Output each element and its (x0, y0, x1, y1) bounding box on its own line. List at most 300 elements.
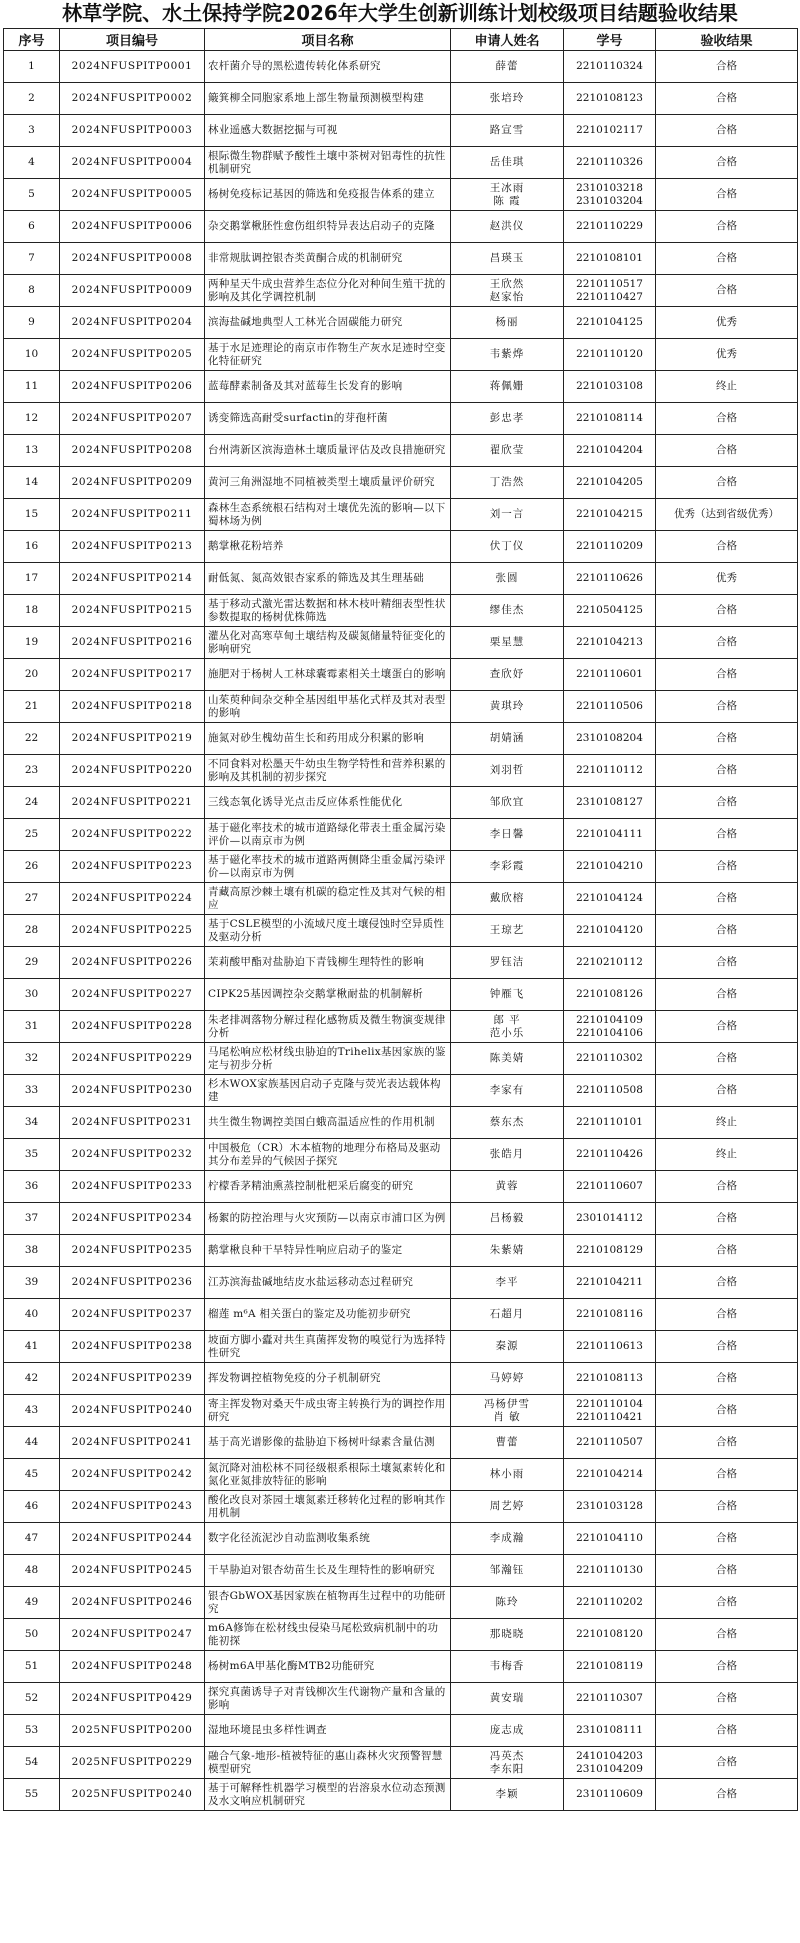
project-code: 2024NFUSPITP0215 (60, 595, 205, 627)
results-table (3, 28, 798, 1811)
project-name: 探究真菌诱导子对青钱柳次生代谢物产量和含量的影响 (205, 1683, 451, 1715)
applicant-name: 蔡东杰 (451, 1107, 564, 1139)
project-code: 2024NFUSPITP0206 (60, 371, 205, 403)
project-code: 2024NFUSPITP0237 (60, 1299, 205, 1331)
table-row (4, 851, 798, 883)
project-name: 黄河三角洲湿地不同植被类型土壤质量评价研究 (205, 467, 451, 499)
table-row (4, 1075, 798, 1107)
project-code: 2024NFUSPITP0205 (60, 339, 205, 371)
project-code: 2024NFUSPITP0231 (60, 1107, 205, 1139)
applicant-name: 陈美婧 (451, 1043, 564, 1075)
acceptance-result: 合格 (656, 243, 798, 275)
student-id: 2210110613 (564, 1331, 656, 1363)
row-number: 34 (4, 1107, 60, 1139)
project-code: 2024NFUSPITP0245 (60, 1555, 205, 1587)
project-name: 寄主挥发物对桑天牛成虫寄主转换行为的调控作用研究 (205, 1395, 451, 1427)
applicant-name: 邹瀚钰 (451, 1555, 564, 1587)
project-code: 2024NFUSPITP0204 (60, 307, 205, 339)
project-name: 施氮对砂生槐幼苗生长和药用成分积累的影响 (205, 723, 451, 755)
acceptance-result: 合格 (656, 947, 798, 979)
project-code: 2024NFUSPITP0220 (60, 755, 205, 787)
project-name: 湿地环境昆虫多样性调查 (205, 1715, 451, 1747)
acceptance-result: 优秀（达到省级优秀） (656, 499, 798, 531)
table-row (4, 1747, 798, 1779)
table-row (4, 755, 798, 787)
row-number: 10 (4, 339, 60, 371)
project-name: 中国极危（CR）木本植物的地理分布格局及驱动其分布差异的气候因子探究 (205, 1139, 451, 1171)
acceptance-result: 合格 (656, 1459, 798, 1491)
project-code: 2024NFUSPITP0006 (60, 211, 205, 243)
table-row (4, 723, 798, 755)
row-number: 43 (4, 1395, 60, 1427)
student-id: 2210108126 (564, 979, 656, 1011)
row-number: 21 (4, 691, 60, 723)
project-name: 数字化径流泥沙自动监测收集系统 (205, 1523, 451, 1555)
project-name: 银杏GbWOX基因家族在植物再生过程中的功能研究 (205, 1587, 451, 1619)
project-name: 鹅掌楸花粉培养 (205, 531, 451, 563)
student-id: 2410104203 2310104209 (564, 1747, 656, 1779)
project-code: 2024NFUSPITP0005 (60, 179, 205, 211)
row-number: 4 (4, 147, 60, 179)
acceptance-result: 合格 (656, 1587, 798, 1619)
applicant-name: 路宣雪 (451, 115, 564, 147)
acceptance-result: 合格 (656, 1683, 798, 1715)
table-row (4, 1203, 798, 1235)
student-id: 2210504125 (564, 595, 656, 627)
table-row (4, 435, 798, 467)
acceptance-result: 合格 (656, 1491, 798, 1523)
project-name: 滨海盐碱地典型人工林光合固碳能力研究 (205, 307, 451, 339)
row-number: 52 (4, 1683, 60, 1715)
table-row (4, 1619, 798, 1651)
applicant-name: 伏丁仪 (451, 531, 564, 563)
project-code: 2024NFUSPITP0217 (60, 659, 205, 691)
applicant-name: 王冰雨 陈 霞 (451, 179, 564, 211)
table-row (4, 595, 798, 627)
acceptance-result: 合格 (656, 627, 798, 659)
table-row (4, 947, 798, 979)
row-number: 2 (4, 83, 60, 115)
acceptance-result: 优秀 (656, 339, 798, 371)
row-number: 7 (4, 243, 60, 275)
project-name: 三线态氧化诱导光点击反应体系性能优化 (205, 787, 451, 819)
table-row (4, 1235, 798, 1267)
table-row (4, 915, 798, 947)
student-id: 2210108129 (564, 1235, 656, 1267)
project-name: 江苏滨海盐碱地结皮水盐运移动态过程研究 (205, 1267, 451, 1299)
row-number: 26 (4, 851, 60, 883)
project-name: 簸箕柳全同胞家系地上部生物量预测模型构建 (205, 83, 451, 115)
applicant-name: 李颖 (451, 1779, 564, 1811)
table-row (4, 1267, 798, 1299)
acceptance-result: 合格 (656, 1619, 798, 1651)
applicant-name: 石超月 (451, 1299, 564, 1331)
applicant-name: 韦梅香 (451, 1651, 564, 1683)
project-code: 2024NFUSPITP0228 (60, 1011, 205, 1043)
applicant-name: 李成瀚 (451, 1523, 564, 1555)
project-code: 2025NFUSPITP0229 (60, 1747, 205, 1779)
project-name: 融合气象-地形-植被特征的惠山森林火灾预警智慧模型研究 (205, 1747, 451, 1779)
student-id: 2210104210 (564, 851, 656, 883)
applicant-name: 赵洪仪 (451, 211, 564, 243)
table-row (4, 1331, 798, 1363)
row-number: 37 (4, 1203, 60, 1235)
row-number: 30 (4, 979, 60, 1011)
project-name: 台州湾新区滨海造林土壤质量评估及改良措施研究 (205, 435, 451, 467)
acceptance-result: 合格 (656, 1747, 798, 1779)
student-id: 2310103218 2310103204 (564, 179, 656, 211)
student-id: 2310108111 (564, 1715, 656, 1747)
row-number: 33 (4, 1075, 60, 1107)
project-name: 干旱胁迫对银杏幼苗生长及生理特性的影响研究 (205, 1555, 451, 1587)
student-id: 2210108119 (564, 1651, 656, 1683)
applicant-name: 马婷婷 (451, 1363, 564, 1395)
project-name: 青藏高原沙棘土壤有机碳的稳定性及其对气候的相应 (205, 883, 451, 915)
table-row (4, 1459, 798, 1491)
student-id: 2210110508 (564, 1075, 656, 1107)
table-row (4, 1523, 798, 1555)
project-name: 不同食料对松墨天牛幼虫生物学特性和营养积累的影响及其机制的初步探究 (205, 755, 451, 787)
table-row (4, 1139, 798, 1171)
student-id: 2210210112 (564, 947, 656, 979)
project-code: 2024NFUSPITP0214 (60, 563, 205, 595)
project-code: 2024NFUSPITP0208 (60, 435, 205, 467)
row-number: 25 (4, 819, 60, 851)
project-name: 耐低氮、氮高效银杏家系的筛选及其生理基础 (205, 563, 451, 595)
row-number: 20 (4, 659, 60, 691)
row-number: 47 (4, 1523, 60, 1555)
acceptance-result: 合格 (656, 755, 798, 787)
project-name: 榴莲 m⁶A 相关蛋白的鉴定及功能初步研究 (205, 1299, 451, 1331)
project-code: 2025NFUSPITP0240 (60, 1779, 205, 1811)
project-code: 2024NFUSPITP0235 (60, 1235, 205, 1267)
acceptance-result: 合格 (656, 1427, 798, 1459)
table-row (4, 51, 798, 83)
table-row (4, 115, 798, 147)
project-code: 2025NFUSPITP0200 (60, 1715, 205, 1747)
project-name: 基于高光谱影像的盐胁迫下杨树叶绿素含量估测 (205, 1427, 451, 1459)
table-row (4, 1555, 798, 1587)
applicant-name: 韦紫烨 (451, 339, 564, 371)
table-row (4, 1171, 798, 1203)
acceptance-result: 合格 (656, 275, 798, 307)
applicant-name: 张皓月 (451, 1139, 564, 1171)
row-number: 8 (4, 275, 60, 307)
table-row (4, 339, 798, 371)
project-name: 氮沉降对油松林不同径级根系根际土壤氮素转化和氮化亚氮排放特征的影响 (205, 1459, 451, 1491)
table-row (4, 211, 798, 243)
applicant-name: 冯英杰 李东阳 (451, 1747, 564, 1779)
student-id: 2210103108 (564, 371, 656, 403)
student-id: 2310108127 (564, 787, 656, 819)
acceptance-result: 合格 (656, 659, 798, 691)
project-code: 2024NFUSPITP0001 (60, 51, 205, 83)
applicant-name: 李彩霞 (451, 851, 564, 883)
project-name: 根际微生物群赋予酸性土壤中茶树对铝毒性的抗性机制研究 (205, 147, 451, 179)
student-id: 2210104204 (564, 435, 656, 467)
applicant-name: 那晓晓 (451, 1619, 564, 1651)
table-row (4, 1363, 798, 1395)
acceptance-result: 合格 (656, 1523, 798, 1555)
student-id: 2210104215 (564, 499, 656, 531)
student-id: 2210104214 (564, 1459, 656, 1491)
project-code: 2024NFUSPITP0225 (60, 915, 205, 947)
table-row (4, 819, 798, 851)
project-name: m6A修饰在松材线虫侵染马尾松致病机制中的功能初探 (205, 1619, 451, 1651)
applicant-name: 丁浩然 (451, 467, 564, 499)
project-name: 杨树免疫标记基因的筛选和免疫报告体系的建立 (205, 179, 451, 211)
acceptance-result: 合格 (656, 1331, 798, 1363)
header-name: 项目名称 (205, 29, 451, 51)
student-id: 2210110506 (564, 691, 656, 723)
project-code: 2024NFUSPITP0004 (60, 147, 205, 179)
student-id: 2301014112 (564, 1203, 656, 1235)
row-number: 16 (4, 531, 60, 563)
student-id: 2210104111 (564, 819, 656, 851)
table-row (4, 1715, 798, 1747)
student-id: 2210110130 (564, 1555, 656, 1587)
project-code: 2024NFUSPITP0246 (60, 1587, 205, 1619)
table-row (4, 179, 798, 211)
project-code: 2024NFUSPITP0240 (60, 1395, 205, 1427)
applicant-name: 钟雁飞 (451, 979, 564, 1011)
acceptance-result: 合格 (656, 51, 798, 83)
project-code: 2024NFUSPITP0248 (60, 1651, 205, 1683)
project-name: 基于可解释性机器学习模型的岩溶泉水位动态预测及水文响应机制研究 (205, 1779, 451, 1811)
student-id: 2210104120 (564, 915, 656, 947)
applicant-name: 戴欣榕 (451, 883, 564, 915)
acceptance-result: 合格 (656, 819, 798, 851)
row-number: 51 (4, 1651, 60, 1683)
project-name: 施肥对于杨树人工林球囊霉素相关土壤蛋白的影响 (205, 659, 451, 691)
project-name: 杨絮的防控治理与火灾预防—以南京市浦口区为例 (205, 1203, 451, 1235)
project-name: 坡面方脚小蠹对共生真菌挥发物的嗅觉行为选择特性研究 (205, 1331, 451, 1363)
applicant-name: 邹欣宜 (451, 787, 564, 819)
acceptance-result: 合格 (656, 1011, 798, 1043)
project-code: 2024NFUSPITP0234 (60, 1203, 205, 1235)
row-number: 53 (4, 1715, 60, 1747)
applicant-name: 李平 (451, 1267, 564, 1299)
applicant-name: 蒋佩姗 (451, 371, 564, 403)
applicant-name: 查欣妤 (451, 659, 564, 691)
project-name: 柠檬香茅精油熏蒸控制枇杷采后腐变的研究 (205, 1171, 451, 1203)
project-code: 2024NFUSPITP0243 (60, 1491, 205, 1523)
project-name: 非常规肽调控银杏类黄酮合成的机制研究 (205, 243, 451, 275)
student-id: 2210110120 (564, 339, 656, 371)
acceptance-result: 终止 (656, 1107, 798, 1139)
project-code: 2024NFUSPITP0233 (60, 1171, 205, 1203)
project-code: 2024NFUSPITP0209 (60, 467, 205, 499)
student-id: 2210110112 (564, 755, 656, 787)
project-code: 2024NFUSPITP0232 (60, 1139, 205, 1171)
row-number: 28 (4, 915, 60, 947)
acceptance-result: 合格 (656, 1235, 798, 1267)
table-row (4, 1651, 798, 1683)
student-id: 2210108114 (564, 403, 656, 435)
student-id: 2310110609 (564, 1779, 656, 1811)
acceptance-result: 合格 (656, 147, 798, 179)
row-number: 12 (4, 403, 60, 435)
project-code: 2024NFUSPITP0242 (60, 1459, 205, 1491)
acceptance-result: 合格 (656, 211, 798, 243)
student-id: 2210110229 (564, 211, 656, 243)
applicant-name: 缪佳杰 (451, 595, 564, 627)
project-code: 2024NFUSPITP0221 (60, 787, 205, 819)
project-code: 2024NFUSPITP0223 (60, 851, 205, 883)
acceptance-result: 合格 (656, 1267, 798, 1299)
row-number: 19 (4, 627, 60, 659)
row-number: 15 (4, 499, 60, 531)
acceptance-result: 合格 (656, 595, 798, 627)
project-name: 杂交鹅掌楸胚性愈伤组织特异表达启动子的克隆 (205, 211, 451, 243)
acceptance-result: 合格 (656, 1043, 798, 1075)
table-row (4, 787, 798, 819)
row-number: 32 (4, 1043, 60, 1075)
student-id: 2210104110 (564, 1523, 656, 1555)
student-id: 2210110302 (564, 1043, 656, 1075)
table-row (4, 1683, 798, 1715)
table-row (4, 1107, 798, 1139)
student-id: 2210104124 (564, 883, 656, 915)
project-name: 挥发物调控植物免疫的分子机制研究 (205, 1363, 451, 1395)
project-name: 基于磁化率技术的城市道路两侧降尘重金属污染评价—以南京市为例 (205, 851, 451, 883)
project-code: 2024NFUSPITP0222 (60, 819, 205, 851)
project-name: 灌丛化对高寒草甸土壤结构及碳氮储量特征变化的影响研究 (205, 627, 451, 659)
student-id: 2210108123 (564, 83, 656, 115)
student-id: 2210108120 (564, 1619, 656, 1651)
project-name: 森林生态系统根石结构对土壤优先流的影响—以下蜀林场为例 (205, 499, 451, 531)
project-name: 基于磁化率技术的城市道路绿化带表土重金属污染评价—以南京市为例 (205, 819, 451, 851)
applicant-name: 黄安瑞 (451, 1683, 564, 1715)
student-id: 2210110507 (564, 1427, 656, 1459)
acceptance-result: 合格 (656, 1075, 798, 1107)
project-code: 2024NFUSPITP0218 (60, 691, 205, 723)
acceptance-result: 合格 (656, 723, 798, 755)
project-code: 2024NFUSPITP0429 (60, 1683, 205, 1715)
project-code: 2024NFUSPITP0003 (60, 115, 205, 147)
acceptance-result: 合格 (656, 1779, 798, 1811)
student-id: 2310103128 (564, 1491, 656, 1523)
applicant-name: 林小雨 (451, 1459, 564, 1491)
project-name: 蓝莓酵素制备及其对蓝莓生长发育的影响 (205, 371, 451, 403)
row-number: 48 (4, 1555, 60, 1587)
acceptance-result: 合格 (656, 851, 798, 883)
acceptance-result: 合格 (656, 1555, 798, 1587)
row-number: 49 (4, 1587, 60, 1619)
project-name: 基于CSLE模型的小流域尺度土壤侵蚀时空异质性及驱动分析 (205, 915, 451, 947)
acceptance-result: 合格 (656, 1363, 798, 1395)
acceptance-result: 合格 (656, 1715, 798, 1747)
row-number: 17 (4, 563, 60, 595)
applicant-name: 杨丽 (451, 307, 564, 339)
student-id: 2210108113 (564, 1363, 656, 1395)
student-id: 2210104213 (564, 627, 656, 659)
student-id: 2210102117 (564, 115, 656, 147)
table-row (4, 275, 798, 307)
project-code: 2024NFUSPITP0236 (60, 1267, 205, 1299)
student-id: 2210110607 (564, 1171, 656, 1203)
applicant-name: 陈玲 (451, 1587, 564, 1619)
header-row (4, 29, 798, 51)
student-id: 2210110326 (564, 147, 656, 179)
project-name: 诱变筛选高耐受surfactin的芽孢杆菌 (205, 403, 451, 435)
acceptance-result: 优秀 (656, 563, 798, 595)
student-id: 2310108204 (564, 723, 656, 755)
acceptance-result: 终止 (656, 371, 798, 403)
row-number: 22 (4, 723, 60, 755)
applicant-name: 刘一言 (451, 499, 564, 531)
applicant-name: 罗钰洁 (451, 947, 564, 979)
header-student-id: 学号 (564, 29, 656, 51)
table-row (4, 83, 798, 115)
acceptance-result: 优秀 (656, 307, 798, 339)
row-number: 27 (4, 883, 60, 915)
table-row (4, 147, 798, 179)
project-code: 2024NFUSPITP0239 (60, 1363, 205, 1395)
row-number: 13 (4, 435, 60, 467)
project-code: 2024NFUSPITP0008 (60, 243, 205, 275)
table-row (4, 1587, 798, 1619)
row-number: 9 (4, 307, 60, 339)
acceptance-result: 合格 (656, 1395, 798, 1427)
student-id: 2210110202 (564, 1587, 656, 1619)
student-id: 2210110104 2210110421 (564, 1395, 656, 1427)
project-code: 2024NFUSPITP0230 (60, 1075, 205, 1107)
project-name: 基于水足迹理论的南京市作物生产灰水足迹时空变化特征研究 (205, 339, 451, 371)
header-result: 验收结果 (656, 29, 798, 51)
project-name: 杉木WOX家族基因启动子克隆与荧光表达载体构建 (205, 1075, 451, 1107)
applicant-name: 曹蕾 (451, 1427, 564, 1459)
student-id: 2210110324 (564, 51, 656, 83)
project-name: 茉莉酸甲酯对盐胁迫下青钱柳生理特性的影响 (205, 947, 451, 979)
table-row (4, 1779, 798, 1811)
row-number: 11 (4, 371, 60, 403)
acceptance-result: 合格 (656, 1171, 798, 1203)
project-code: 2024NFUSPITP0238 (60, 1331, 205, 1363)
student-id: 2210110517 2210110427 (564, 275, 656, 307)
header-code: 项目编号 (60, 29, 205, 51)
acceptance-result: 合格 (656, 435, 798, 467)
table-row (4, 659, 798, 691)
project-name: 朱老排凋落物分解过程化感物质及微生物演变规律分析 (205, 1011, 451, 1043)
project-code: 2024NFUSPITP0216 (60, 627, 205, 659)
acceptance-result: 合格 (656, 83, 798, 115)
project-code: 2024NFUSPITP0213 (60, 531, 205, 563)
table-header (4, 29, 798, 51)
acceptance-result: 合格 (656, 467, 798, 499)
row-number: 54 (4, 1747, 60, 1779)
acceptance-result: 合格 (656, 1203, 798, 1235)
table-row (4, 1395, 798, 1427)
table-row (4, 307, 798, 339)
project-code: 2024NFUSPITP0247 (60, 1619, 205, 1651)
row-number: 35 (4, 1139, 60, 1171)
student-id: 2210108116 (564, 1299, 656, 1331)
applicant-name: 郎 平 范小乐 (451, 1011, 564, 1043)
acceptance-result: 合格 (656, 531, 798, 563)
row-number: 6 (4, 211, 60, 243)
applicant-name: 薛蕾 (451, 51, 564, 83)
acceptance-result: 合格 (656, 979, 798, 1011)
applicant-name: 翟欣莹 (451, 435, 564, 467)
project-code: 2024NFUSPITP0207 (60, 403, 205, 435)
row-number: 18 (4, 595, 60, 627)
student-id: 2210104109 2210104106 (564, 1011, 656, 1043)
project-code: 2024NFUSPITP0219 (60, 723, 205, 755)
page-title: 林草学院、水土保持学院2026年大学生创新训练计划校级项目结题验收结果 (62, 1, 738, 25)
applicant-name: 周艺婷 (451, 1491, 564, 1523)
project-code: 2024NFUSPITP0224 (60, 883, 205, 915)
